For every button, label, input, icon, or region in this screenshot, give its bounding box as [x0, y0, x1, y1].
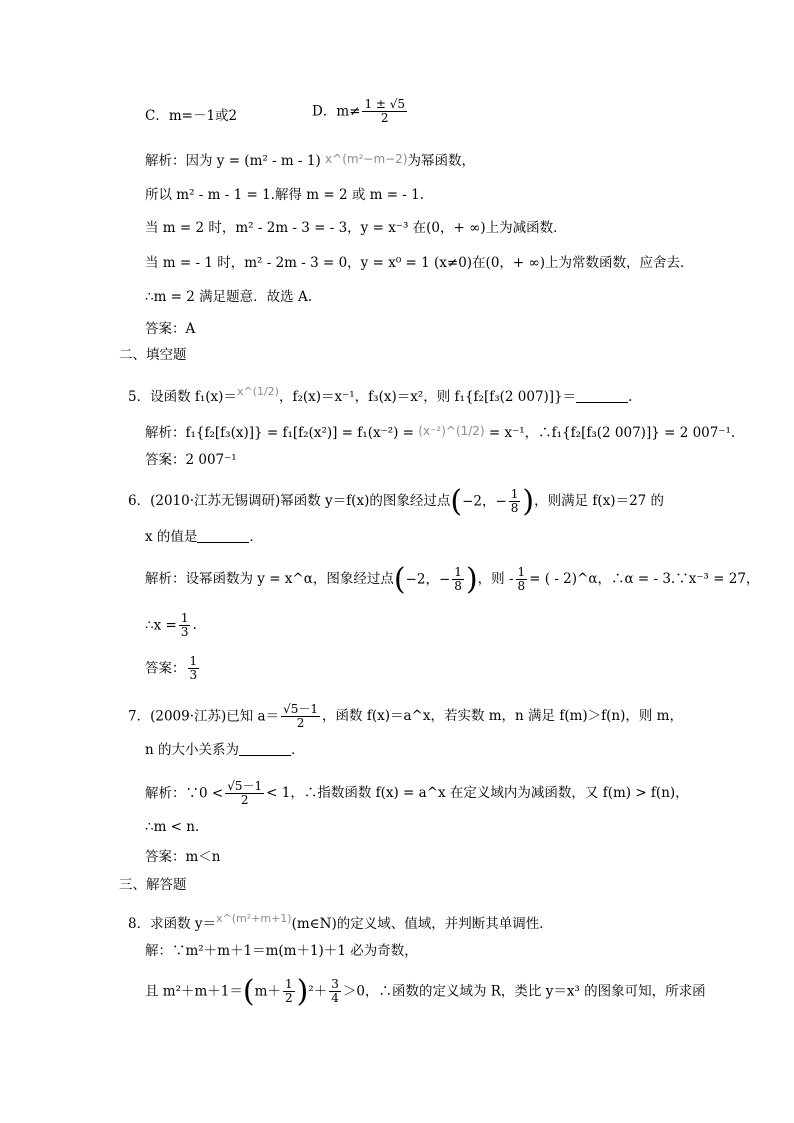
analysis-line-3: 当 m = 2 时，m² - 2m - 3 = - 3，y = x⁻³ 在(0，+ ∞)上为减函数．: [145, 220, 567, 236]
solution-8-line-2: 且 m²＋m＋1＝(m＋ $\frac{1}{2}$ )²＋ $\frac{3}{4}$ ＞0，∴函数的定义域为 R，类比 y＝x³ 的图象可知，所求函: [145, 974, 706, 1010]
answer-6: 答案： $\frac{1}{3}$: [145, 654, 198, 683]
solution-8-line-1: 解：∵m²＋m＋1＝m(m＋1)＋1 必为奇数，: [145, 943, 418, 959]
analysis-line-1: 解析：因为 y = (m² - m - 1) x^(m²−m−2)为幂函数，: [145, 152, 475, 169]
question-5: 5．设函数 f₁(x)＝$^{x\^{}(1/2)}$，f₂(x)＝x⁻¹，f₃(x)＝x²，则 f₁{f₂[f₃(2 007)]}＝ .: [128, 385, 633, 405]
section-heading-fill-blank: 二、填空题: [119, 347, 187, 363]
answer-5: 答案：2 007⁻¹: [145, 452, 237, 468]
analysis-6-cont: ∴x = $\frac{1}{3}$ .: [145, 611, 197, 640]
section-heading-solve: 三、解答题: [119, 877, 187, 893]
question-6: 6．(2010·江苏无锡调研)幂函数 y＝f(x)的图象经过点(−2，− $\frac{1}{8}$ )，则满足 f(x)＝27 的: [128, 484, 665, 520]
option-c-text: C．m=－1或2: [145, 108, 238, 124]
analysis-line-4: 当 m = - 1 时，m² - 2m - 3 = 0，y = x⁰ = 1 (x≠0)在(0，+ ∞)上为常数函数，应舍去．: [145, 255, 694, 271]
question-7: 7．(2009·江苏)已知 a＝ $\frac{√5-1}{2}$ ，函数 f(x)＝a^x，若实数 m，n 满足 f(m)＞f(n)，则 m，: [128, 702, 683, 731]
question-6-cont: x 的值是 ．: [145, 529, 263, 545]
analysis-6: 解析：设幂函数为 y = x^α，图象经过点(−2，− $\frac{1}{8}$ )，则 - $\frac{1}{8}$ = ( - 2)^α，∴α = - 3.∵x⁻³ = 27，: [145, 562, 760, 598]
option-d-text: D．m≠: [312, 103, 361, 120]
option-d: [312, 98, 409, 125]
answer-4: 答案：A: [145, 321, 196, 337]
answer-7: 答案：m＜n: [145, 849, 221, 865]
option-c: [145, 107, 237, 125]
power-expression: x^(m²−m−2): [325, 152, 408, 166]
question-7-cont: n 的大小关系为 ．: [145, 742, 305, 758]
question-8: 8．求函数 y＝$^{x\^{}(m^2+m+1)}$(m∈N)的定义域、值域，并判断其单调性．: [128, 912, 553, 932]
answer-blank-7: [239, 741, 291, 756]
answer-blank-6: [197, 528, 249, 543]
answer-blank-5: [576, 388, 628, 403]
analysis-line-5: ∴m = 2 满足题意．故选 A.: [145, 289, 312, 305]
analysis-line-2: 所以 m² - m - 1 = 1.解得 m = 2 或 m = - 1.: [145, 187, 425, 203]
analysis-7-cont: ∴m < n.: [145, 819, 200, 835]
analysis-7: 解析：∵0 < $\frac{√5-1}{2}$ < 1，∴指数函数 f(x) = a^x 在定义域内为减函数，又 f(m) > f(n)，: [145, 779, 689, 808]
analysis-5: 解析：f₁{f₂[f₃(x)]} = f₁[f₂(x²)] = f₁(x⁻²) = (x⁻²)^(1/2) = x⁻¹，∴f₁{f₂[f₃(2 007)]} = 2 007⁻¹.: [145, 424, 736, 441]
option-d-fraction: $\frac{1 \pm √5}{2}$: [364, 97, 406, 126]
